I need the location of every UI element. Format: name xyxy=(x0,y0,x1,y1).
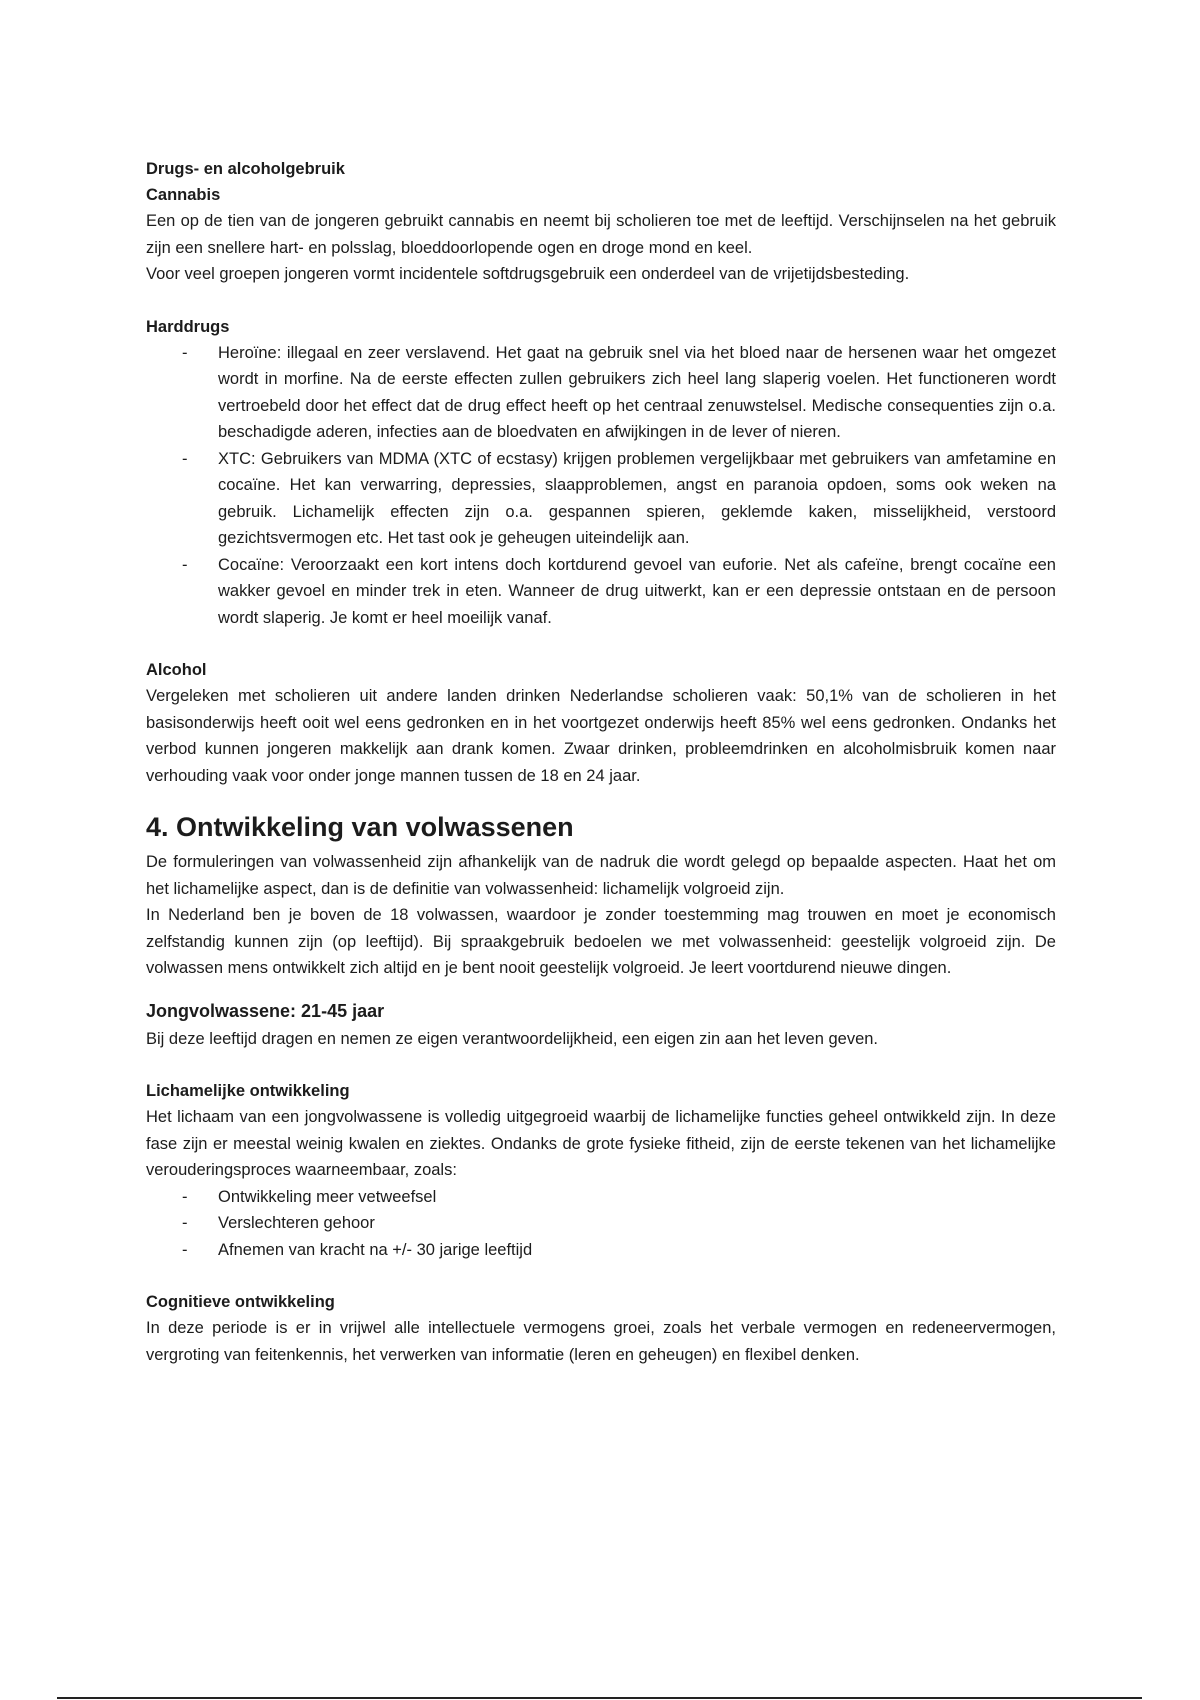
young-adult-paragraph: Bij deze leeftijd dragen en nemen ze eigen verantwoordelijkheid, een eigen zin aan het leven geven. xyxy=(146,1029,879,1048)
list-item-text: Heroïne: illegaal en zeer verslavend. Het gaat na gebruik snel via het bloed naar de hersenen waar het omgezet wordt in morfine. Na de eerste effecten zullen gebruikers zich heel lang slaperig voelen. Het functioneren wordt vertroebeld door het effect dat de drug effect heeft op het centraal zenuwstelsel. Medische consequenties zijn o.a. beschadigde aderen, infecties aan de bloedvaten en afwijkingen in de lever of nieren. xyxy=(218,343,1056,441)
young-adult-heading: Jongvolwassene: 21-45 jaar xyxy=(146,1000,385,1021)
harddrugs-list xyxy=(146,340,1056,632)
list-item xyxy=(146,552,1056,632)
list-item xyxy=(146,340,1056,446)
cannabis-paragraph-1: Een op de tien van de jongeren gebruikt cannabis en neemt bij scholieren toe met de leeftijd. Verschijnselen na het gebruik zijn een snellere hart- en polsslag, bloeddoorlopende ogen en droge mond en keel. xyxy=(146,212,1056,257)
section-paragraph-1: De formuleringen van volwassenheid zijn afhankelijk van de nadruk die wordt gelegd op bepaalde aspecten. Haat het om het lichamelijke aspect, dan is de definitie van volwassenheid: lichamelijk volgroeid zijn. xyxy=(146,853,1056,898)
list-item xyxy=(146,446,1056,552)
list-item-text: Verslechteren gehoor xyxy=(218,1214,375,1232)
list-item xyxy=(146,1184,1056,1211)
physical-list xyxy=(146,1184,1056,1264)
list-item-text: Afnemen van kracht na +/- 30 jarige leeftijd xyxy=(218,1240,533,1259)
list-item-text: Cocaïne: Veroorzaakt een kort intens doch kortdurend gevoel van euforie. Net als cafeïne, brengt cocaïne een wakker gevoel en minder trek in eten. Wanneer de drug uitwerkt, kan er een depressie ontstaan en de persoon wordt slaperig. Je komt er heel moeilijk vanaf. xyxy=(218,555,1056,627)
cannabis-paragraph-2: Voor veel groepen jongeren vormt incidentele softdrugsgebruik een onderdeel van de vrijetijdsbesteding. xyxy=(146,265,910,283)
drugs-title: Drugs- en alcoholgebruik xyxy=(146,160,345,178)
dash-bullet: - xyxy=(182,1214,188,1232)
alcohol-title: Alcohol xyxy=(146,661,207,679)
footer-divider xyxy=(57,1697,1142,1699)
dash-bullet: - xyxy=(182,449,188,468)
list-item-text: XTC: Gebruikers van MDMA (XTC of ecstasy) krijgen problemen vergelijkbaar met gebruikers van amfetamine en cocaïne. Het kan verwarring, depressies, slaapproblemen, angst en paranoia opdoen, soms ook weken na gebruik. Lichamelijk effecten zijn o.a. gespannen spieren, geklemde kaken, misselijkheid, verstoord gezichtsvermogen etc. Het tast ook je geheugen uiteindelijk aan. xyxy=(218,449,1056,547)
list-item xyxy=(146,1237,1056,1264)
dash-bullet: - xyxy=(182,1187,188,1206)
alcohol-paragraph: Vergeleken met scholieren uit andere landen drinken Nederlandse scholieren vaak: 50,1% van de scholieren in het basisonderwijs heeft ooit wel eens gedronken en in het voortgezet onderwijs heeft 85% wel eens gedronken. Ondanks het verbod kunnen jongeren makkelijk aan drank komen. Zwaar drinken, probleemdrinken en alcoholmisbruik komen naar verhouding vaak voor onder jonge mannen tussen de 18 en 24 jaar. xyxy=(146,687,1056,785)
physical-paragraph: Het lichaam van een jongvolwassene is volledig uitgegroeid waarbij de lichamelijke functies geheel ontwikkeld zijn. In deze fase zijn er meestal weinig kwalen en ziektes. Ondanks de grote fysieke fitheid, zijn de eerste tekenen van het lichamelijke verouderingsproces waarneembaar, zoals: xyxy=(146,1108,1056,1179)
cognitive-paragraph: In deze periode is er in vrijwel alle intellectuele vermogens groei, zoals het verbale vermogen en redeneervermogen, vergroting van feitenkennis, het verwerken van informatie (leren en geheugen) en flexibel denken. xyxy=(146,1319,1056,1364)
cannabis-title: Cannabis xyxy=(146,186,221,204)
section-heading: 4. Ontwikkeling van volwassenen xyxy=(146,812,574,842)
list-item xyxy=(146,1210,1056,1237)
harddrugs-title: Harddrugs xyxy=(146,317,230,336)
dash-bullet: - xyxy=(182,343,188,362)
list-item-text: Ontwikkeling meer vetweefsel xyxy=(218,1187,437,1206)
dash-bullet: - xyxy=(182,1240,188,1259)
physical-title: Lichamelijke ontwikkeling xyxy=(146,1082,350,1100)
cognitive-title: Cognitieve ontwikkeling xyxy=(146,1293,335,1311)
document-page xyxy=(146,156,1056,1368)
section-paragraph-2: In Nederland ben je boven de 18 volwassen, waardoor je zonder toestemming mag trouwen en moet je economisch zelfstandig kunnen zijn (op leeftijd). Bij spraakgebruik bedoelen we met volwassenheid: geestelijk volgroeid zijn. De volwassen mens ontwikkelt zich altijd en je bent nooit geestelijk volgroeid. Je leert voortdurend nieuwe dingen. xyxy=(146,906,1056,977)
dash-bullet: - xyxy=(182,555,188,574)
